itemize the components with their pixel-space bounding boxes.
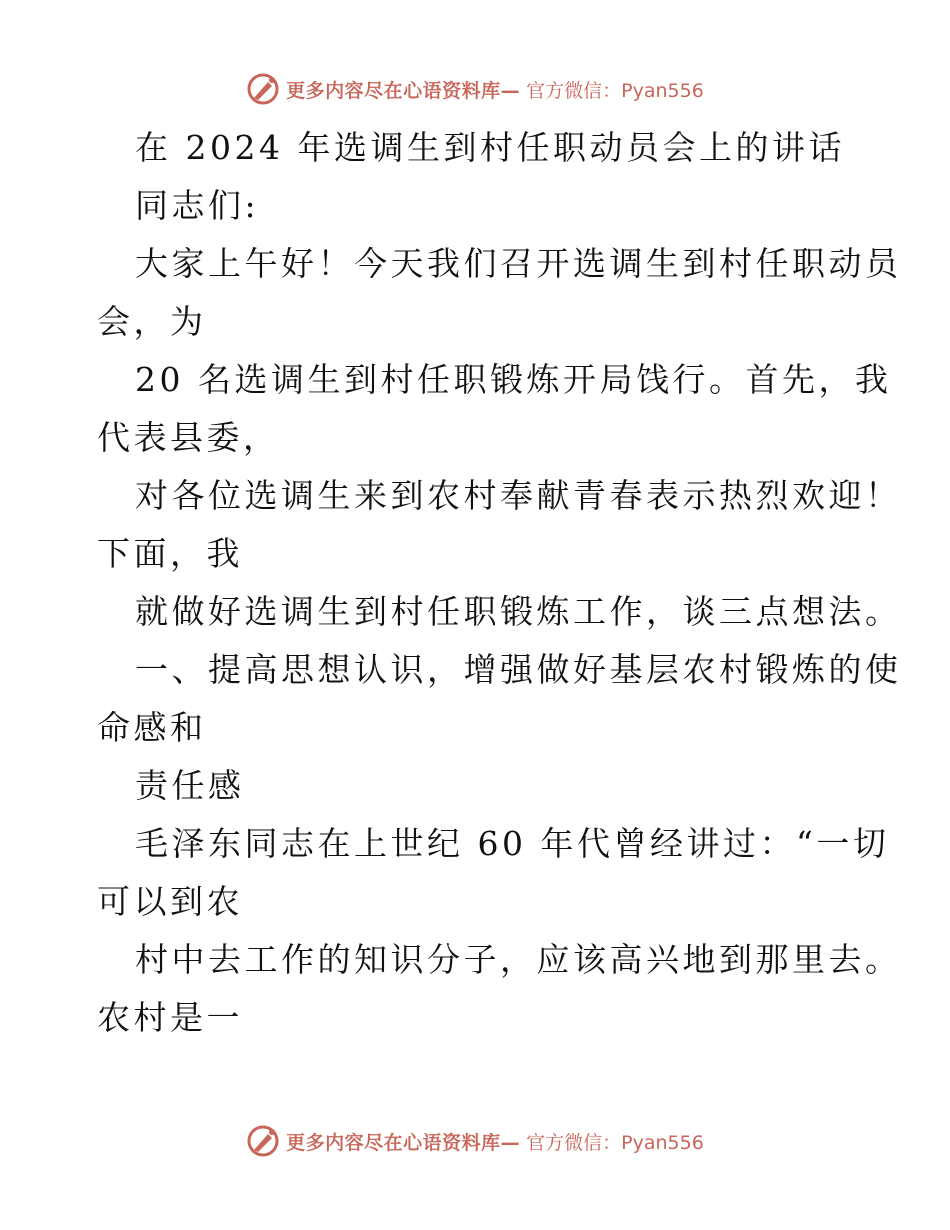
watermark-wechat: 官方微信：Pyan556 bbox=[526, 1131, 704, 1154]
paragraph-line: 代表县委， bbox=[97, 418, 280, 457]
section-heading: 命感和 bbox=[97, 708, 207, 747]
document-title: 在 2024 年选调生到村任职动员会上的讲话 bbox=[135, 128, 845, 167]
paragraph-line: 下面，我 bbox=[97, 534, 243, 573]
paragraph-line: 就做好选调生到村任职锻炼工作，谈三点想法。 bbox=[135, 592, 902, 631]
watermark-text: 更多内容尽在心语资料库— bbox=[286, 1131, 521, 1154]
section-heading: 一、提高思想认识，增强做好基层农村锻炼的使 bbox=[135, 650, 902, 689]
footer-watermark bbox=[0, 1124, 950, 1158]
paragraph-line: 对各位选调生来到农村奉献青春表示热烈欢迎！ bbox=[135, 476, 902, 515]
paragraph-line: 会，为 bbox=[97, 302, 207, 341]
paragraph-line: 毛泽东同志在上世纪 60 年代曾经讲过：“一切 bbox=[135, 824, 890, 863]
section-heading: 责任感 bbox=[135, 766, 245, 805]
paragraph-line: 可以到农 bbox=[97, 882, 243, 921]
paragraph-line: 大家上午好！今天我们召开选调生到村任职动员 bbox=[135, 244, 902, 283]
paragraph-line: 农村是一 bbox=[97, 998, 243, 1037]
header-watermark bbox=[0, 72, 950, 106]
paragraph-line: 20 名选调生到村任职锻炼开局饯行。首先，我 bbox=[135, 360, 892, 399]
pen-seal-logo-icon bbox=[246, 72, 280, 106]
watermark-wechat: 官方微信：Pyan556 bbox=[526, 79, 704, 102]
pen-seal-logo-icon bbox=[246, 1124, 280, 1158]
watermark-text: 更多内容尽在心语资料库— bbox=[286, 79, 521, 102]
paragraph-line: 村中去工作的知识分子，应该高兴地到那里去。 bbox=[135, 940, 902, 979]
salutation: 同志们: bbox=[135, 186, 260, 225]
